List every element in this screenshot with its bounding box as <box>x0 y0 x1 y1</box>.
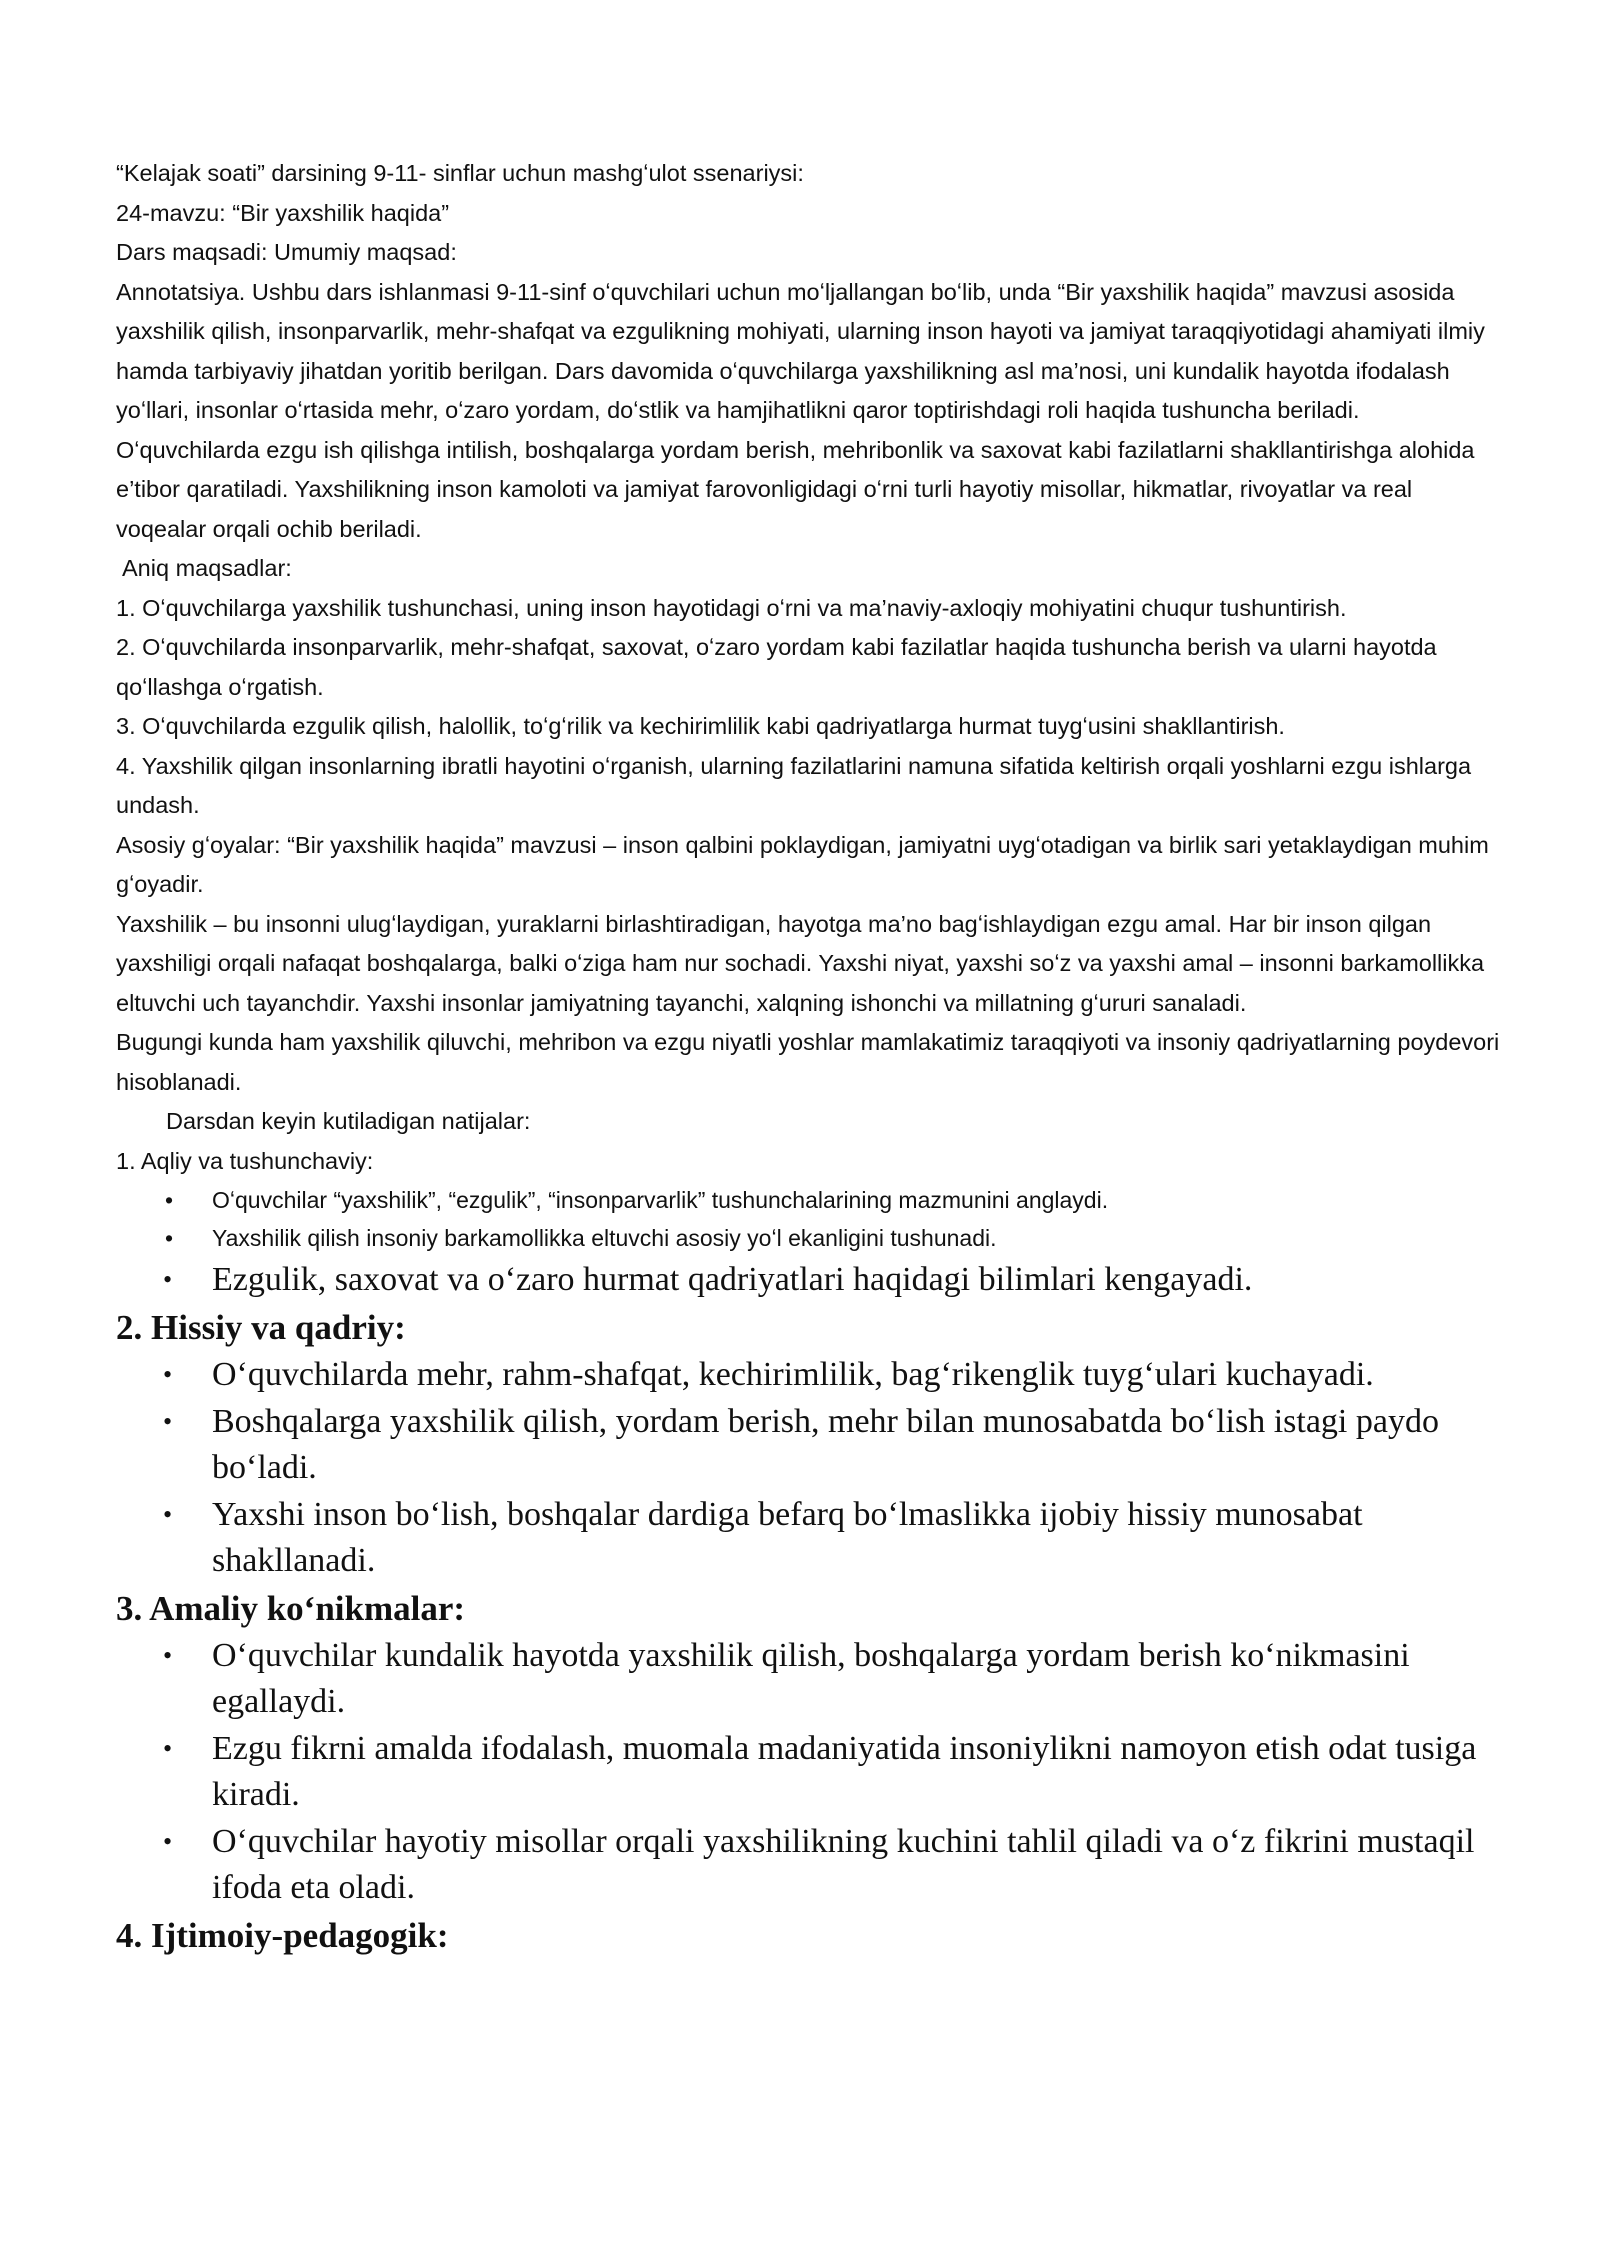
expected-results-title: Darsdan keyin kutiladigan natijalar: <box>166 1108 531 1134</box>
list-item: • Ezgulik, saxovat va oʻzaro hurmat qadriyatlari haqidagi bilimlari kengayadi. <box>116 1257 1506 1303</box>
section-4-title: 4. Ijtimoiy-pedagogik: <box>116 1916 449 1955</box>
main-ideas-paragraph: Yaxshilik – bu insonni ulugʻlaydigan, yuraklarni birlashtiradigan, hayotga ma’no bagʻishlaydigan ezgu amal. Har bir inson qilgan yaxshiligi orqali nafaqat boshqalarga, balki oʻziga ham nur sochadi. Yaxshi niyat, yaxshi soʻz va yaxshi amal – insonni barkamollikka eltuvchi uch tayanchdir. Yaxshi insonlar jamiyatning tayanchi, xalqning ishonchi va millatning gʻururi sanaladi. <box>116 910 1485 1016</box>
section-2-title: 2. Hissiy va qadriy: <box>116 1308 406 1347</box>
list-item: • Boshqalarga yaxshilik qilish, yordam berish, mehr bilan munosabatda boʻlish istagi paydo boʻladi. <box>116 1399 1506 1491</box>
lesson-goal-line: Dars maqsadi: Umumiy maqsad: <box>116 239 457 265</box>
list-item: • Oʻquvchilar hayotiy misollar orqali yaxshilikning kuchini tahlil qiladi va oʻz fikrini mustaqil ifoda eta oladi. <box>116 1819 1506 1911</box>
section-2-list <box>116 1352 1506 1584</box>
scenario-title: “Kelajak soati” darsining 9-11- sinflar uchun mashgʻulot ssenariysi: <box>116 160 804 186</box>
list-item: • Ezgu fikrni amalda ifodalash, muomala madaniyatida insoniylikni namoyon etish odat tusiga kiradi. <box>116 1726 1506 1818</box>
list-item: • Oʻquvchilar “yaxshilik”, “ezgulik”, “insonparvarlik” tushunchalarining mazmunini anglaydi. <box>116 1181 1506 1219</box>
specific-goal-item: 4. Yaxshilik qilgan insonlarning ibratli hayotini oʻrganish, ularning fazilatlarini namuna sifatida keltirish orqali yoshlarni ezgu ishlarga undash. <box>116 752 1472 818</box>
section-1-list <box>116 1181 1506 1257</box>
section-1-title: 1. Aqliy va tushunchaviy: <box>116 1147 374 1174</box>
list-item: • Oʻquvchilar kundalik hayotda yaxshilik qilish, boshqalarga yordam berish koʻnikmasini egallaydi. <box>116 1633 1506 1725</box>
main-ideas-paragraph: Bugungi kunda ham yaxshilik qiluvchi, mehribon va ezgu niyatli yoshlar mamlakatimiz taraqqiyoti va insoniy qadriyatlarning poydevori hisoblanadi. <box>116 1029 1500 1095</box>
annotation-paragraph: Annotatsiya. Ushbu dars ishlanmasi 9-11-sinf oʻquvchilari uchun moʻljallangan boʻlib, unda “Bir yaxshilik haqida” mavzusi asosida yaxshilik qilish, insonparvarlik, mehr-shafqat va ezgulikning mohiyati, ularning inson hayoti va jamiyat taraqqiyotidagi ahamiyati ilmiy hamda tarbiyaviy jihatdan yoritib berilgan. Dars davomida oʻquvchilarga yaxshilikning asl ma’nosi, uni kundalik hayotda ifodalash yoʻllari, insonlar oʻrtasida mehr, oʻzaro yordam, doʻstlik va hamjihatlikni qaror toptirishdagi roli haqida tushuncha beriladi. Oʻquvchilarda ezgu ish qilishga intilish, boshqalarga yordam berish, mehribonlik va saxovat kabi fazilatlarni shakllantirishga alohida e’tibor qaratiladi. Yaxshilikning inson kamoloti va jamiyat farovonligidagi oʻrni turli hayotiy misollar, hikmatlar, rivoyatlar va real voqealar orqali ochib beriladi. <box>116 278 1485 542</box>
specific-goal-item: 1. Oʻquvchilarga yaxshilik tushunchasi, uning inson hayotidagi oʻrni va ma’naviy-axloqiy mohiyatini chuqur tushuntirish. <box>116 594 1347 621</box>
specific-goals-title: Aniq maqsadlar: <box>122 555 292 581</box>
serif-section <box>116 1257 1506 1960</box>
document-page <box>116 154 1506 1960</box>
section-3-list <box>116 1633 1506 1911</box>
specific-goal-item: 3. Oʻquvchilarda ezgulik qilish, halollik, toʻgʻrilik va kechirimlilik kabi qadriyatlarga hurmat tuygʻusini shakllantirish. <box>116 713 1285 739</box>
topic-line: 24-mavzu: “Bir yaxshilik haqida” <box>116 199 450 226</box>
specific-goal-item: 2. Oʻquvchilarda insonparvarlik, mehr-shafqat, saxovat, oʻzaro yordam kabi fazilatlar haqida tushuncha berish va ularni hayotda qoʻllashga oʻrgatish. <box>116 634 1437 700</box>
list-item: • Yaxshilik qilish insoniy barkamollikka eltuvchi asosiy yoʻl ekanligini tushunadi. <box>116 1219 1506 1257</box>
list-item: • Oʻquvchilarda mehr, rahm-shafqat, kechirimlilik, bagʻrikenglik tuygʻulari kuchayadi. <box>116 1352 1506 1398</box>
section-1-list-continued <box>116 1257 1506 1303</box>
main-ideas-paragraph: Asosiy gʻoyalar: “Bir yaxshilik haqida” mavzusi – inson qalbini poklaydigan, jamiyatni uygʻotadigan va birlik sari yetaklaydigan muhim gʻoyadir. <box>116 831 1489 897</box>
document-header <box>116 154 1506 1181</box>
list-item: • Yaxshi inson boʻlish, boshqalar dardiga befarq boʻlmaslikka ijobiy hissiy munosabat shakllanadi. <box>116 1492 1506 1584</box>
section-3-title: 3. Amaliy koʻnikmalar: <box>116 1589 466 1628</box>
